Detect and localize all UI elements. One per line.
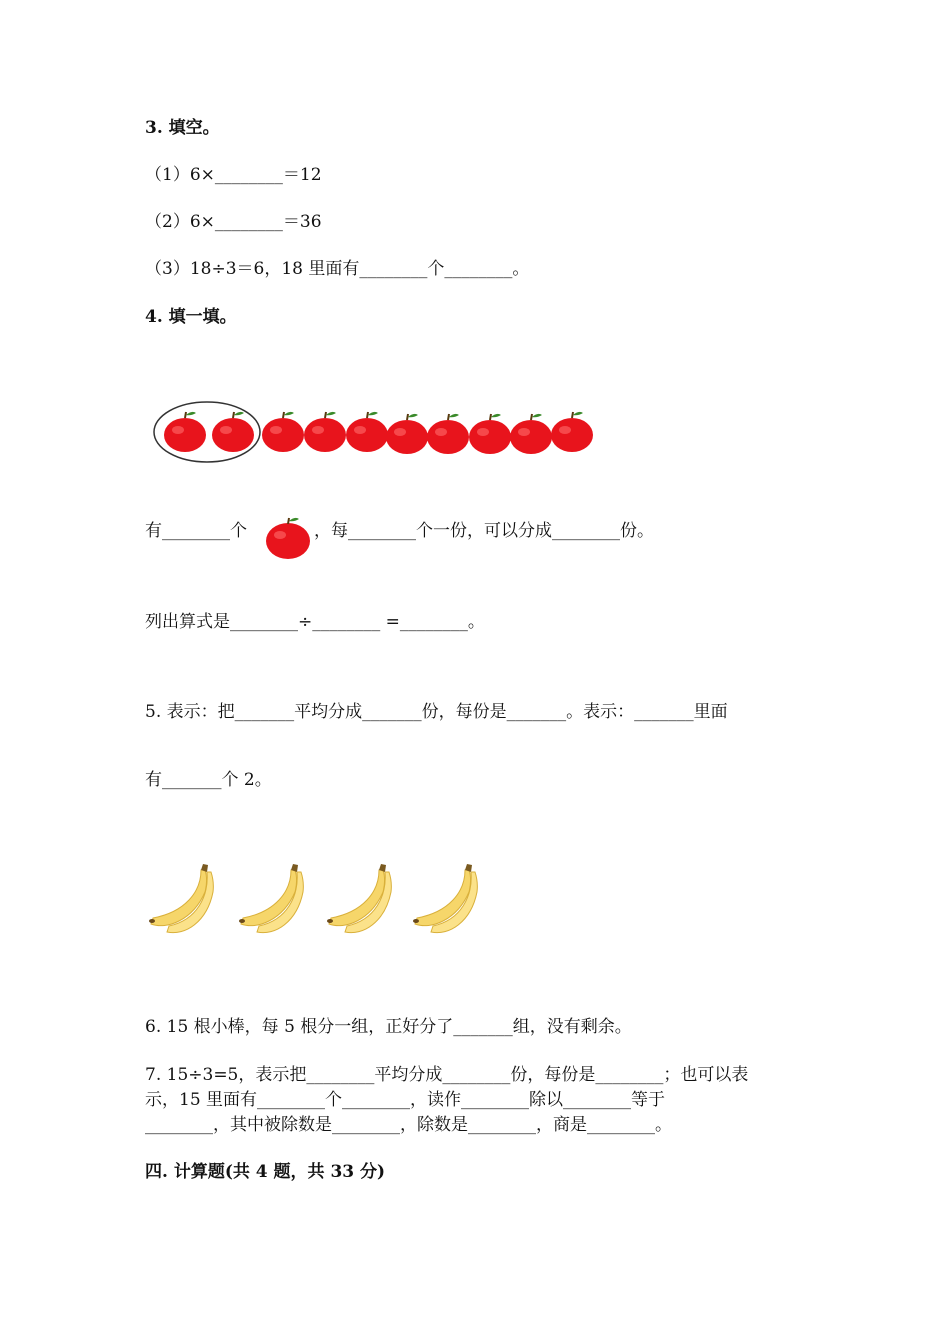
q7-line-1: 7. 15÷3=5，表示把________平均分成________份，每份是________；也可以表 [145, 1065, 749, 1085]
apple-icon [469, 414, 511, 454]
apple-row-figure [145, 395, 595, 467]
q3-line-2: （2）6×________＝36 [145, 212, 322, 232]
q5-line-1: 5. 表示：把_______平均分成_______份，每份是_______。表示：_______里面 [145, 702, 728, 722]
q4-formula: 列出算式是________÷________ =________。 [145, 612, 485, 632]
apple-icon [262, 412, 304, 452]
apple-icon [264, 516, 312, 560]
apple-icon [427, 414, 469, 454]
q5-line-2: 有_______个 2。 [145, 770, 272, 790]
apple-icon [212, 412, 254, 452]
apple-icon [551, 412, 593, 452]
q3-title: 3. 填空。 [145, 118, 220, 138]
apple-icon [510, 414, 552, 454]
apple-icon [304, 412, 346, 452]
q3-line-1: （1）6×________＝12 [145, 165, 322, 185]
banana-icon [413, 864, 477, 933]
banana-icon [327, 864, 391, 933]
section-title: 四. 计算题(共 4 题，共 33 分) [145, 1162, 386, 1182]
q4-line-b: ，每________个一份，可以分成________份。 [314, 521, 654, 541]
q4-title: 4. 填一填。 [145, 307, 237, 327]
q6-text: 6. 15 根小棒，每 5 根分一组，正好分了_______组，没有剩余。 [145, 1017, 632, 1037]
apple-icon [164, 412, 206, 452]
banana-icon [149, 864, 213, 933]
apple-icon [386, 414, 428, 454]
q4-line-a: 有________个 [145, 521, 247, 541]
banana-group-figure [145, 860, 485, 940]
apple-icon [346, 412, 388, 452]
banana-icon [239, 864, 303, 933]
q3-line-3: （3）18÷3＝6，18 里面有________个________。 [145, 259, 530, 279]
q7-line-3: ________，其中被除数是________，除数是________，商是________。 [145, 1115, 672, 1135]
q7-line-2: 示，15 里面有________个________，读作________除以________等于 [145, 1090, 666, 1110]
